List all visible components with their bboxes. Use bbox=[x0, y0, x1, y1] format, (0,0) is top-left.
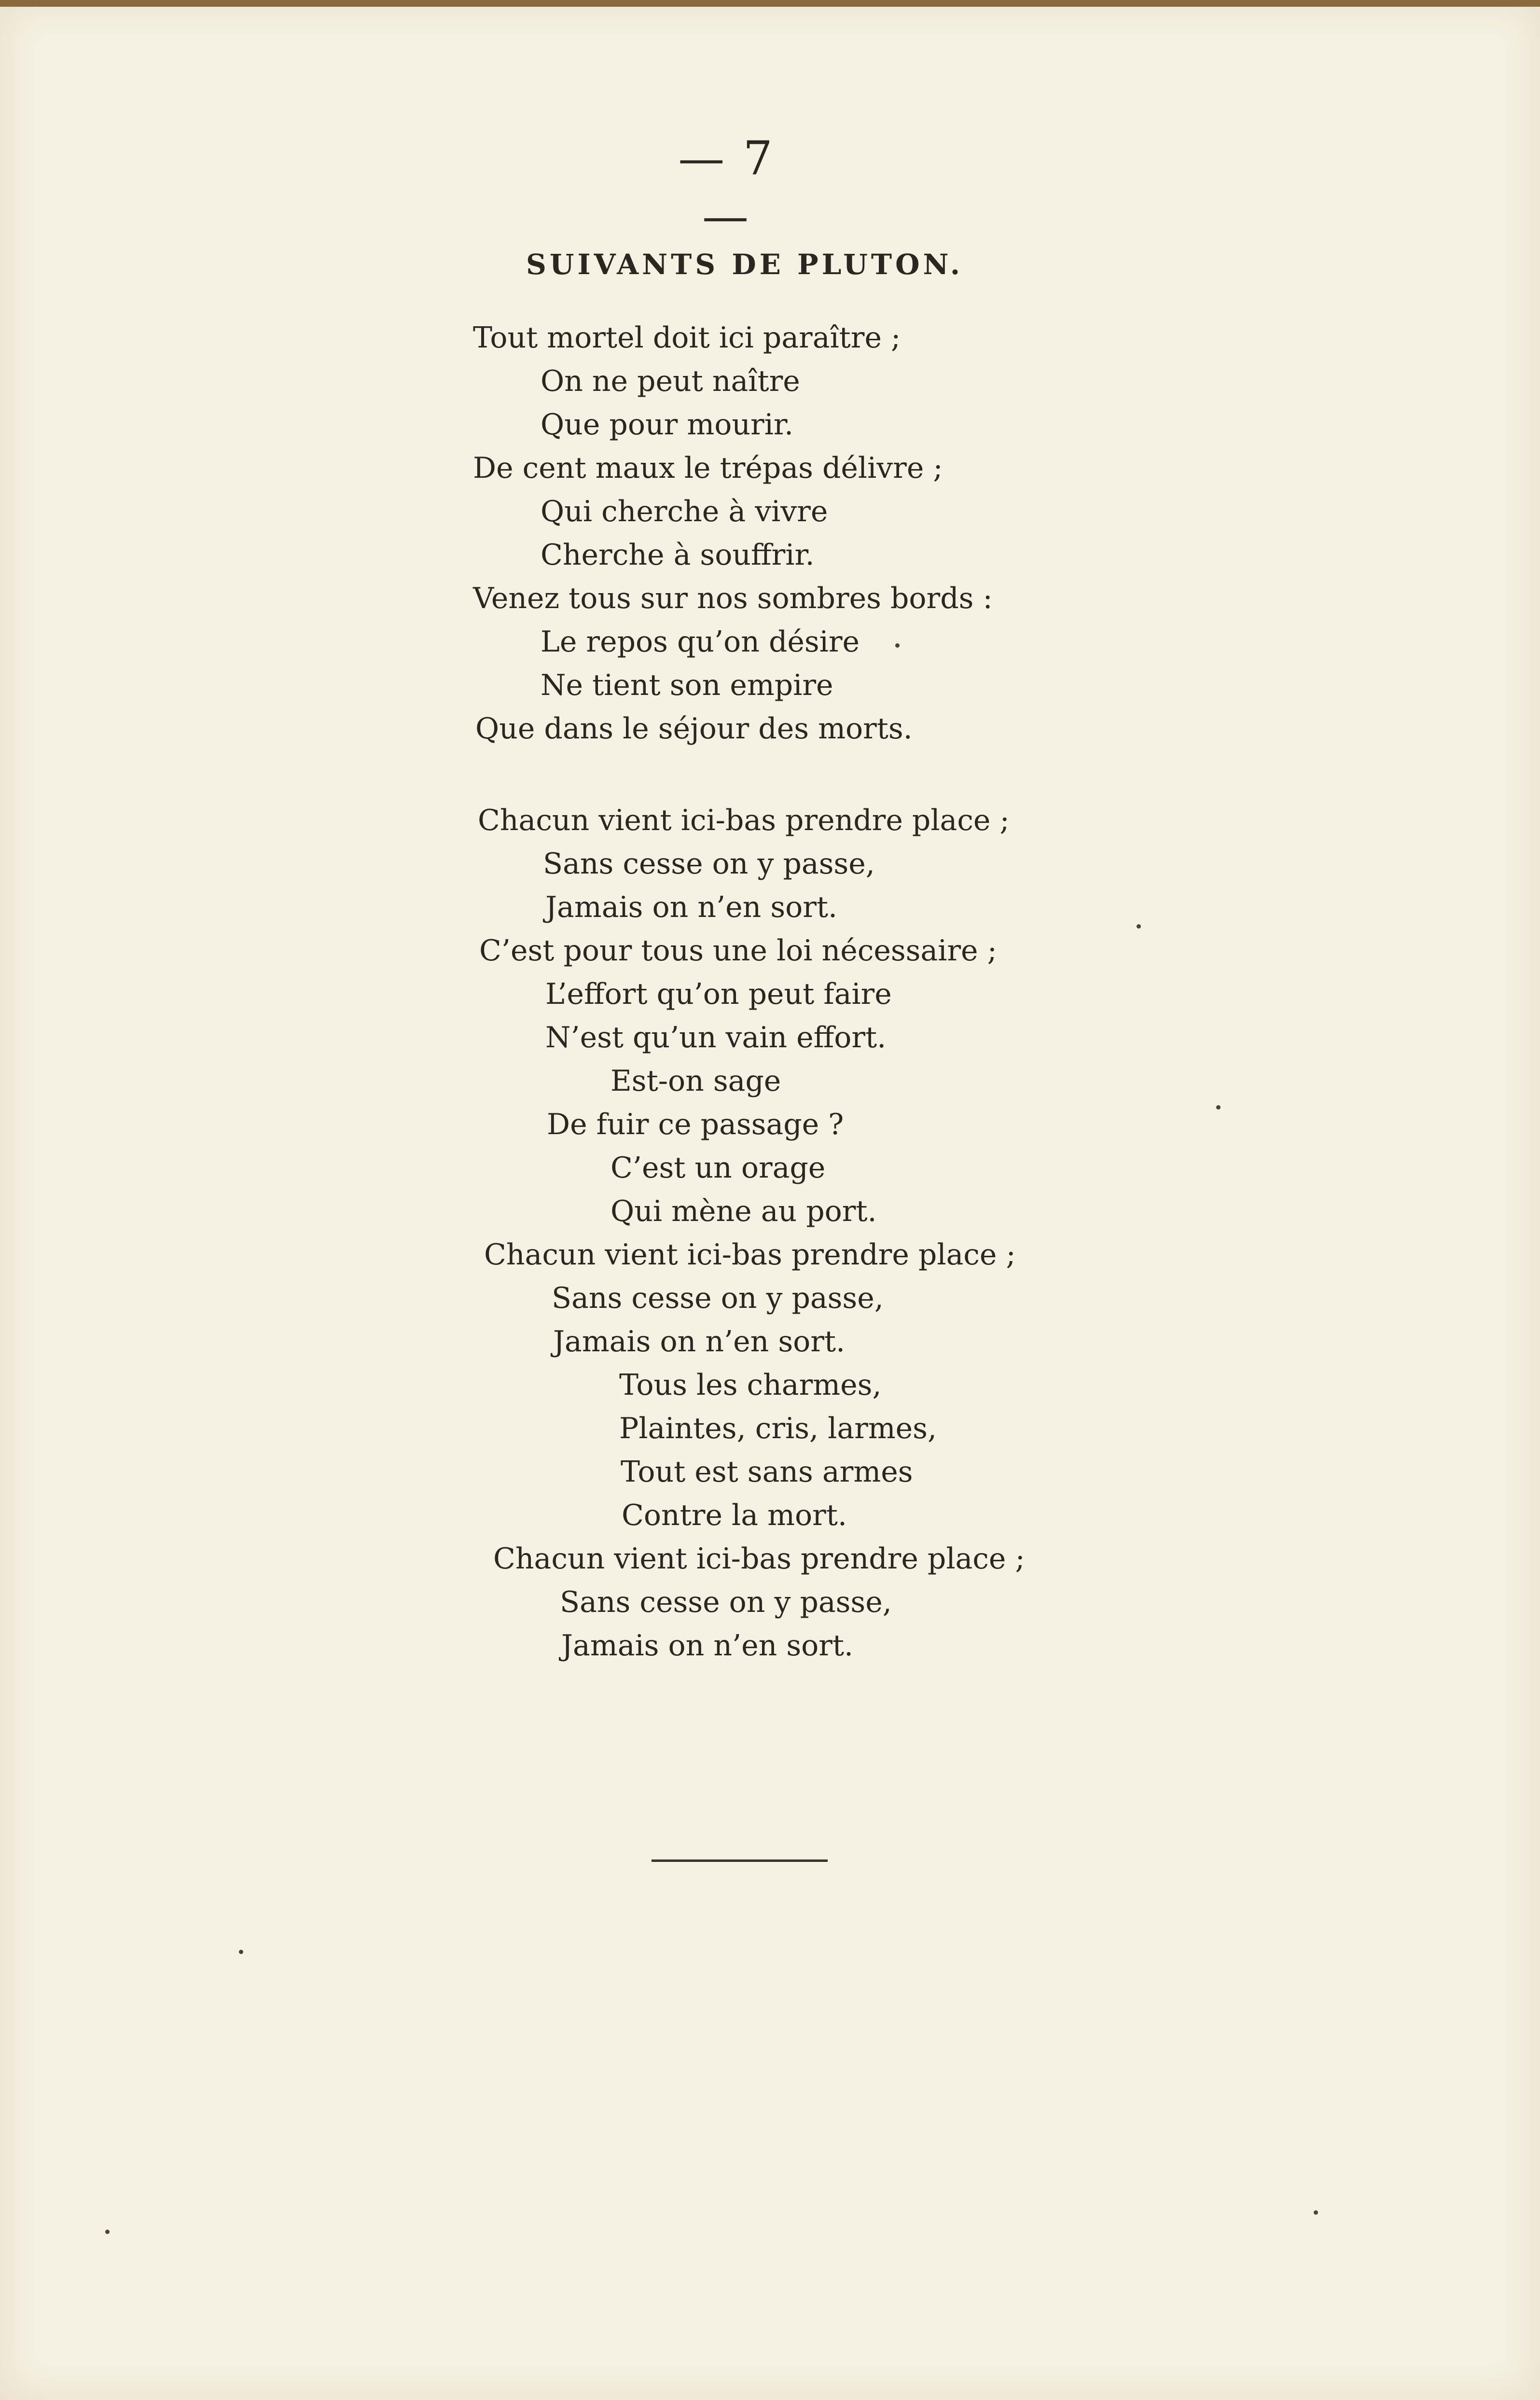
verse-line: Ne tient son empire bbox=[541, 668, 833, 702]
verse-line: Chacun vient ici-bas prendre place ; bbox=[484, 1238, 1016, 1272]
verse-line: Le repos qu’on désire bbox=[541, 625, 860, 659]
page-number: — 7 — bbox=[678, 131, 775, 243]
verse-line: N’est qu’un vain effort. bbox=[545, 1021, 887, 1054]
verse-line: Est-on sage bbox=[610, 1064, 781, 1098]
verse-line: De fuir ce passage ? bbox=[547, 1108, 844, 1141]
ink-speck bbox=[105, 2230, 110, 2234]
verse-line: Tous les charmes, bbox=[619, 1368, 882, 1402]
verse-line: Cherche à souffrir. bbox=[541, 538, 815, 572]
ink-speck bbox=[1137, 924, 1141, 929]
verse-line: Qui mène au port. bbox=[610, 1194, 877, 1228]
verse-line: Tout mortel doit ici paraître ; bbox=[473, 321, 901, 355]
verse-line: Jamais on n’en sort. bbox=[561, 1629, 854, 1663]
end-rule bbox=[652, 1859, 828, 1862]
verse-line: Jamais on n’en sort. bbox=[553, 1325, 846, 1359]
ink-speck bbox=[239, 1950, 243, 1954]
verse-line: Sans cesse on y passe, bbox=[543, 847, 875, 881]
verse-line: Que dans le séjour des morts. bbox=[475, 712, 913, 746]
verse-line: Sans cesse on y passe, bbox=[552, 1281, 884, 1315]
verse-line: Que pour mourir. bbox=[541, 408, 794, 442]
ink-speck bbox=[1216, 1105, 1221, 1110]
verse-line: L’effort qu’on peut faire bbox=[545, 977, 892, 1011]
verse-line: Venez tous sur nos sombres bords : bbox=[473, 582, 993, 615]
verse-line: Contre la mort. bbox=[622, 1498, 847, 1532]
verse-line: C’est pour tous une loi nécessaire ; bbox=[479, 934, 997, 968]
verse-line: Qui cherche à vivre bbox=[541, 495, 828, 528]
verse-line: Tout est sans armes bbox=[621, 1455, 913, 1489]
ink-speck bbox=[895, 643, 900, 648]
page-top-edge bbox=[0, 0, 1540, 7]
verse-line: Chacun vient ici-bas prendre place ; bbox=[478, 804, 1010, 837]
ink-speck bbox=[1314, 2210, 1318, 2215]
verse-line: C’est un orage bbox=[610, 1151, 826, 1185]
verse-line: Plaintes, cris, larmes, bbox=[619, 1412, 937, 1445]
verse-line: Chacun vient ici-bas prendre place ; bbox=[493, 1542, 1025, 1576]
section-heading: SUIVANTS DE PLUTON. bbox=[526, 248, 964, 281]
verse-line: On ne peut naître bbox=[541, 364, 800, 398]
verse-line: De cent maux le trépas délivre ; bbox=[473, 451, 943, 485]
verse-line: Sans cesse on y passe, bbox=[560, 1585, 892, 1619]
verse-line: Jamais on n’en sort. bbox=[545, 890, 838, 924]
